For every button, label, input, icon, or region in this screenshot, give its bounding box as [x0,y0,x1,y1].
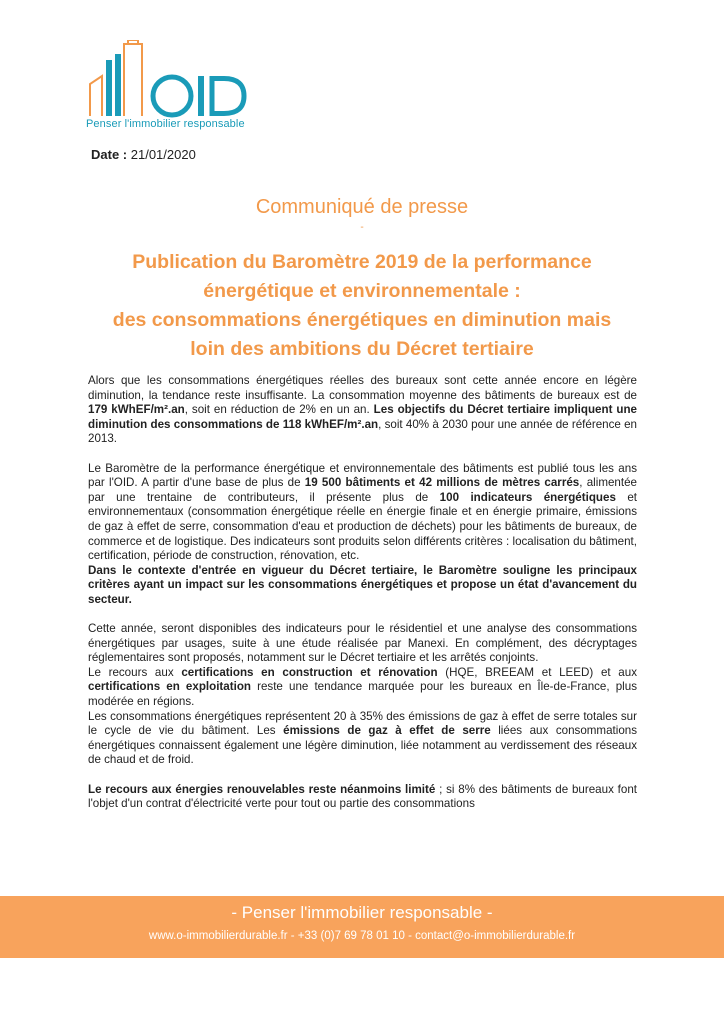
date-label: Date : [91,147,128,162]
logo-tagline: Penser l'immobilier responsable [86,118,245,130]
body-text [88,374,637,812]
headline-line: Publication du Baromètre 2019 de la performance [132,251,592,273]
bold-text: 179 kWhEF/m².an [88,403,185,417]
text: (HQE, BREEAM et LEED) et aux [437,665,637,679]
paragraph-5 [88,666,637,710]
headline-line: loin des ambitions du Décret tertiaire [190,338,534,360]
text: ; si 8% des bâtiments de bureaux font l'objet d'un contrat d'électricité verte pour tout ou partie des consommations [88,782,637,811]
text: , soit 40% à 2030 pour une année de référence en 2013. [88,417,638,446]
paragraph-4: Cette année, seront disponibles des indicateurs pour le résidentiel et une analyse des consommations énergétiques par usages, suite à une étude réalisée par Manexi. En complément, des décryptages réglementaires sont proposés, notamment sur le Décret tertiaire et les arrêtés conjoints. [88,622,637,665]
bold-text: certifications en construction et rénovation [181,665,438,679]
bold-text: Les objectifs du Décret tertiaire impliquent une diminution des consommations de 118 kWhEF/m².an [88,403,638,431]
headline-line: énergétique et environnementale : [203,280,521,302]
paragraph-7 [88,783,637,812]
text: , soit en réduction de 2% en un an. [184,403,374,417]
paragraph-2 [88,462,637,564]
headline-line: des consommations énergétiques en diminution mais [112,309,612,331]
bold-text: Le recours aux énergies renouvelables reste néanmoins limité [88,782,436,796]
text: , alimentée par une trentaine de contributeurs, il présente plus de [88,476,637,504]
bold-text: Dans le contexte d'entrée en vigueur du Décret tertiaire, le Baromètre souligne les principaux critères ayant un impact sur les consommations énergétiques et propose un état d'avancement du secteur. [88,563,637,606]
text: Le recours aux [88,665,182,679]
paragraph-6 [88,710,637,768]
bold-text: 100 indicateurs énergétiques [439,490,616,504]
paragraph-3 [88,564,637,608]
bold-text: émissions de gaz à effet de serre [283,724,491,738]
text: Le Baromètre de la performance énergétique et environnementale des bâtiments est publié tous les ans par l'OID. A partir d'une base de plus de [88,461,637,490]
kicker-dash: - [360,222,364,233]
bold-text: 19 500 bâtiments et 42 millions de mètres carrés [304,476,580,490]
footer-contact: www.o-immobilierdurable.fr - +33 (0)7 69 78 01 10 - contact@o-immobilierdurable.fr [148,930,576,942]
bold-text: certifications en exploitation [88,680,251,694]
text: liées aux consommations énergétiques connaissent également une légère diminution, liée notamment au verdissement des réseaux de chaud et de froid. [88,724,638,767]
text: et environnementaux (consommation énergétique réelle en énergie finale et en énergie primaire, émissions de gaz à effet de serre, consommation d'eau et production de déchets) pour les bâtiments de bureaux, de commerce et de logistique. Des indicateurs sont produits selon différents critères : localisation du bâtiment, certification, période de construction, rénovation, etc. [88,490,637,563]
footer-tagline: - Penser l'immobilier responsable - [231,903,493,922]
paragraph-1 [88,374,637,447]
date-line [91,147,196,162]
text: Les consommations énergétiques représentent 20 à 35% des émissions de gaz à effet de serre totales sur le cycle de vie du bâtiment. Les [88,709,637,738]
headline [80,248,644,364]
footer-banner [0,896,724,958]
text: reste une tendance marquée pour les bureaux en Île-de-France, plus modérée en régions. [88,680,637,709]
text: Alors que les consommations énergétiques réelles des bureaux sont cette année encore en légère diminution, la tendance reste insuffisante. La consommation moyenne des bâtiments de bureaux est de [88,374,637,402]
date-value: 21/01/2020 [130,147,196,162]
press-release-kicker: Communiqué de presse [255,196,469,218]
oid-logo [84,40,264,140]
building-logo-icon [84,40,264,120]
